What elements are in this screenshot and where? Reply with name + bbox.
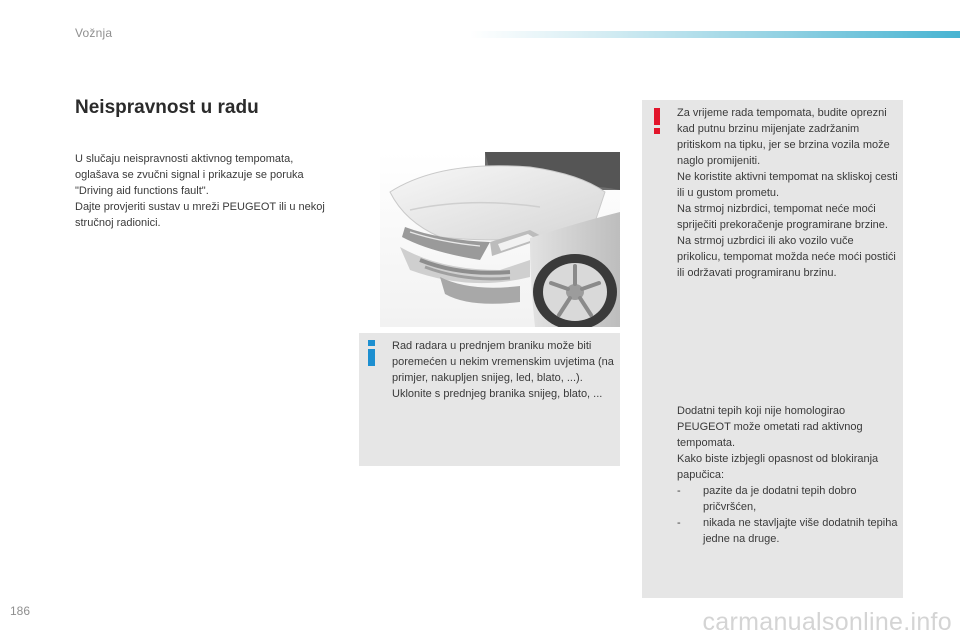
floor-mat-text	[677, 403, 899, 547]
header-bar	[470, 31, 960, 38]
info-icon	[367, 340, 377, 366]
page-title: Neispravnost u radu	[75, 97, 259, 118]
info-box-text	[392, 338, 614, 402]
info-paragraph: Rad radara u prednjem braniku može biti poremećen u nekim vremenskim uvjetima (na primjer, nakupljen snijeg, led, blato, ...).	[392, 340, 614, 384]
section-label: Vožnja	[75, 26, 113, 40]
warning-paragraph: Na strmoj nizbrdici, tempomat neće moći spriječiti prekoračenje programirane brzine.	[677, 203, 888, 231]
intro-paragraph: Dajte provjeriti sustav u mreži PEUGEOT ili u nekoj stručnoj radionici.	[75, 201, 325, 229]
mat-bullet: - nikada ne stavljajte više dodatnih tepiha jedne na druge.	[677, 517, 898, 545]
intro-paragraph: U slučaju neispravnosti aktivnog tempomata, oglašava se zvučni signal i prikazuje se poruka "Driving aid functions fault".	[75, 153, 304, 197]
mat-paragraph: Kako biste izbjegli opasnost od blokiranja papučica:	[677, 453, 879, 481]
info-box	[359, 333, 620, 466]
watermark: carmanualsonline.info	[702, 608, 952, 636]
mat-bullet-text: nikada ne stavljajte više dodatnih tepiha jedne na druge.	[703, 517, 898, 545]
warning-icon	[653, 108, 661, 134]
warning-text	[677, 105, 899, 281]
warning-paragraph: Na strmoj uzbrdici ili ako vozilo vuče prikolicu, tempomat možda neće moći postići ili održavati programiranu brzinu.	[677, 235, 896, 279]
warning-paragraph: Ne koristite aktivni tempomat na skliskoj cesti ili u gustom prometu.	[677, 171, 898, 199]
warning-paragraph: Za vrijeme rada tempomata, budite oprezni kad putnu brzinu mijenjate zadržanim pritiskom na tipku, jer se brzina vozila može naglo promijeniti.	[677, 107, 890, 167]
info-paragraph: Uklonite s prednjeg branika snijeg, blato, ...	[392, 388, 603, 400]
car-front-illustration	[380, 152, 620, 327]
warning-box	[642, 100, 903, 598]
page-number: 186	[10, 604, 31, 618]
mat-bullet-text: pazite da je dodatni tepih dobro pričvršćen,	[703, 485, 857, 513]
intro-text	[75, 151, 340, 231]
mat-paragraph: Dodatni tepih koji nije homologirao PEUGEOT može ometati rad aktivnog tempomata.	[677, 405, 863, 449]
mat-bullet: - pazite da je dodatni tepih dobro pričvršćen,	[677, 483, 899, 515]
